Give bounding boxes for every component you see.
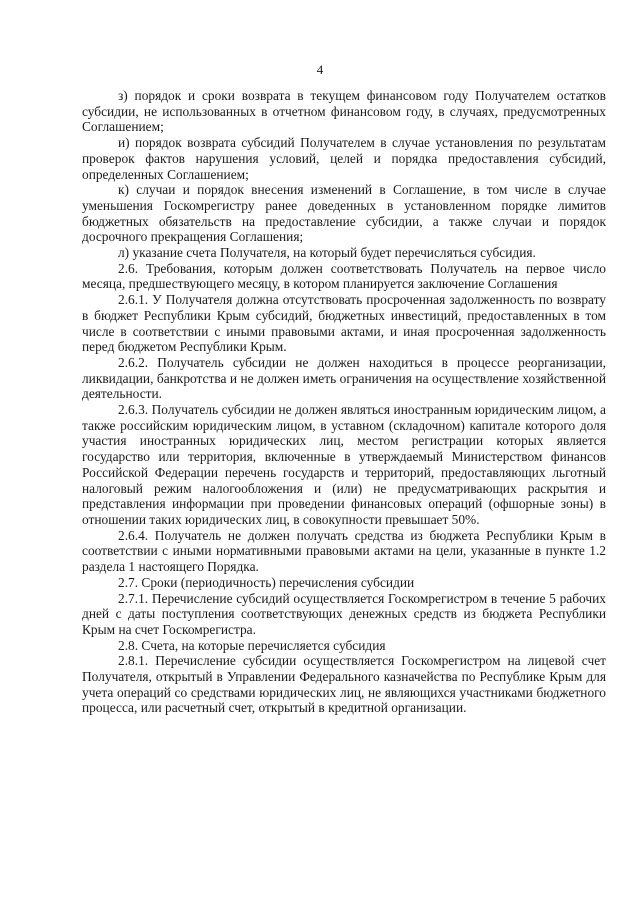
page-number: 4	[316, 62, 324, 77]
section-2-8-heading: 2.8. Счета, на которые перечисляется субсидия	[118, 637, 386, 653]
clause-2-6-2: 2.6.2. Получатель субсидии не должен находиться в процессе реорганизации, ликвидации, банкротства и не должен иметь ограничения на осуществление хозяйственной деятельности.	[82, 354, 606, 402]
clause-2-6-3: 2.6.3. Получатель субсидии не должен являться иностранным юридическим лицом, а также российским юридическим лицом, в уставном (складочном) капитале которого доля участия иностранных юридических лиц, местом регистрации которых является государство или территория, включенные в утверждаемый Министерством финансов Российской Федерации перечень государств и территорий, предоставляющих льготный налоговый режим налогообложения и (или) не предусматривающих раскрытия и представления информации при проведении финансовых операций (офшорные зоны) в отношении таких юридических лиц, в совокупности превышает 50%.	[82, 402, 606, 527]
paragraph-l: л) указание счета Получателя, на который будет перечисляться субсидия.	[118, 245, 536, 261]
document-body	[82, 88, 606, 716]
clause-2-7-1: 2.7.1. Перечисление субсидий осуществляется Госкомрегистром в течение 5 рабочих дней с даты поступления соответствующих денежных средств из бюджета Республики Крым на счет Госкомрегистра.	[82, 590, 606, 637]
clause-2-6-4: 2.6.4. Получатель не должен получать средства из бюджета Республики Крым в соответствии с иными нормативными правовыми актами на цели, указанные в пункте 1.2 раздела 1 настоящего Порядка.	[82, 527, 606, 575]
paragraph-k: к) случаи и порядок внесения изменений в Соглашение, в том числе в случае уменьшения Госкомрегистру ранее доведенных в установленном порядке лимитов бюджетных обязательств на предоставление субсидии, а также случаи и порядок досрочного прекращения Соглашения;	[82, 182, 606, 245]
paragraph-z: з) порядок и сроки возврата в текущем финансовом году Получателем остатков субсидии, не использованных в отчетном финансовом году, в случаях, предусмотренных Соглашением;	[82, 88, 606, 135]
clause-2-6-1: 2.6.1. У Получателя должна отсутствовать просроченная задолженность по возврату в бюджет Республики Крым субсидий, бюджетных инвестиций, предоставленных в том числе в соответствии с иными правовыми актами, и иная просроченная задолженность перед бюджетом Республики Крым.	[82, 292, 606, 355]
section-2-6-heading: 2.6. Требования, которым должен соответствовать Получатель на первое число месяца, предшествующего месяцу, в котором планируется заключение Соглашения	[82, 260, 606, 292]
paragraph-i: и) порядок возврата субсидий Получателем в случае установления по результатам проверок фактов нарушения условий, целей и порядка предоставления субсидий, определенных Соглашением;	[82, 135, 606, 182]
section-2-7-heading: 2.7. Сроки (периодичность) перечисления субсидии	[118, 574, 415, 590]
clause-2-8-1: 2.8.1. Перечисление субсидии осуществляется Госкомрегистром на лицевой счет Получателя, открытый в Управлении Федерального казначейства по Республике Крым для учета операций со средствами юридических лиц, не являющихся участниками бюджетного процесса, или расчетный счет, открытый в кредитной организации.	[82, 653, 606, 716]
